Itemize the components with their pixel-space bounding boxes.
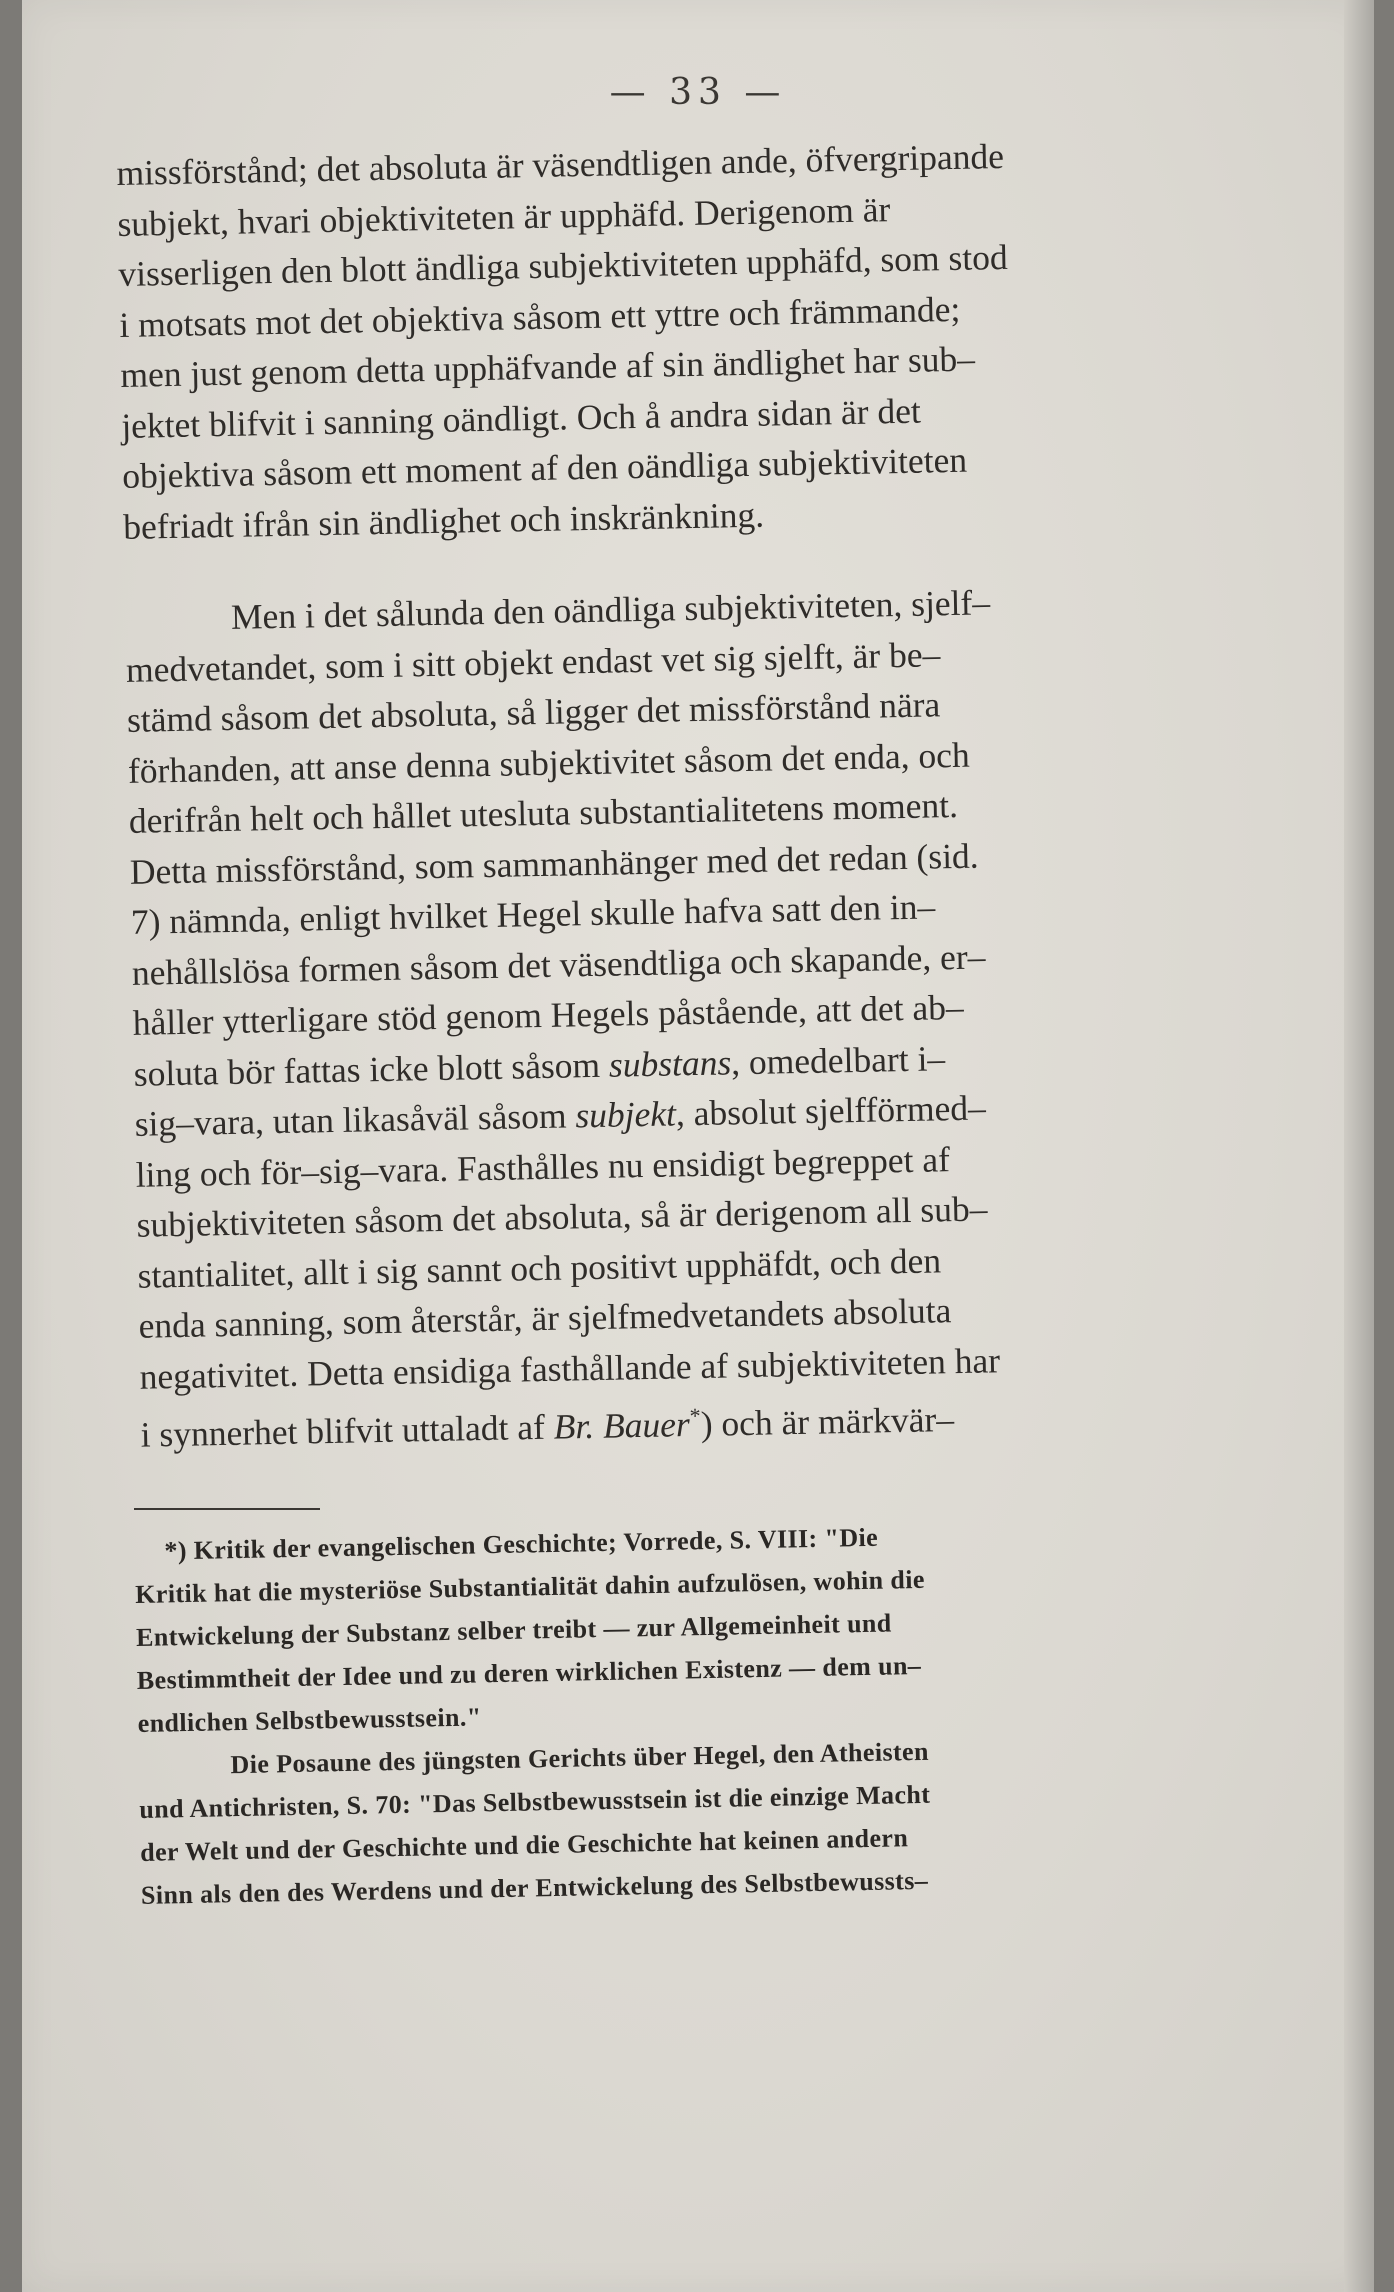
footnote-marker: * [689, 1403, 701, 1429]
footnote-line: endlichen Selbstbewusstsein." [137, 1702, 482, 1738]
text-line: subjekt, hvari objektiviteten är upphäfd. Derigenom är [117, 188, 891, 244]
page-number-header: — 33 — [609, 72, 787, 113]
paragraph-1 [116, 128, 1174, 552]
footnote-rule [134, 1508, 320, 1510]
text-segment: sig–vara, utan likasåväl såsom [134, 1095, 576, 1144]
text-segment: , absolut sjelfförmed– [675, 1087, 987, 1134]
text-segment: i synnerhet blifvit uttaladt af [140, 1406, 555, 1455]
emphasis-author: Br. Bauer [553, 1404, 691, 1447]
text-line: enda sanning, som återstår, är sjelfmedvetandets absoluta [138, 1290, 952, 1346]
paragraph-2 [125, 574, 1191, 1460]
text-line: men just genom detta upphäfvande af sin ändlighet har sub– [119, 338, 976, 395]
text-line: negativitet. Detta ensidiga fasthållande af subjektiviteten har [139, 1339, 1001, 1397]
text-line: objektiva såsom ett moment af den oändliga subjektiviteten [121, 439, 968, 496]
footnote-line: Sinn als den des Werdens und der Entwickelung des Selbstbewussts– [140, 1865, 929, 1910]
footnote [134, 1510, 1203, 1917]
footnote-line: Bestimmtheit der Idee und zu deren wirklichen Existenz — dem un– [136, 1650, 922, 1695]
text-segment: soluta bör fattas icke blott såsom [133, 1044, 610, 1094]
text-line: Men i det sålunda den oändliga subjektiviteten, sjelf– [230, 582, 991, 637]
text-segment: , omedelbart i– [730, 1037, 946, 1082]
text-line: befriadt ifrån sin ändlighet och inskränkning. [122, 494, 765, 547]
text-line: håller ytterligare stöd genom Hegels påstående, att det ab– [132, 986, 965, 1043]
footnote-paragraph-1 [134, 1510, 1200, 1745]
text-line: ling och för–sig–vara. Fasthålles nu ensidigt begreppet af [135, 1138, 951, 1195]
footnote-line: und Antichristen, S. 70: "Das Selbstbewusstsein ist die einzige Macht [139, 1779, 931, 1824]
page-gutter-shadow [1344, 0, 1374, 2292]
footnote-line: Die Posaune des jüngsten Gerichts über Hegel, den Atheisten [230, 1736, 930, 1780]
text-line: visserligen den blott ändliga subjektiviteten upphäfd, som stod [118, 236, 1008, 294]
text-line: Detta missförstånd, som sammanhänger med det redan (sid. [129, 835, 979, 892]
text-line: nehållslösa formen såsom det väsendtliga och skapande, er– [131, 935, 986, 993]
footnote-line: Entwickelung der Substanz selber treibt — zur Allgemeinheit und [135, 1608, 892, 1652]
footnote-paragraph-2 [138, 1725, 1203, 1917]
main-text [116, 128, 1191, 1460]
footnote-line: *) Kritik der evangelischen Geschichte; Vorrede, S. VIII: "Die [164, 1522, 879, 1566]
text-line: stämd såsom det absoluta, så ligger det missförstånd nära [126, 684, 941, 740]
text-line: förhanden, att anse denna subjektivitet såsom det enda, och [127, 734, 971, 791]
text-line: subjektiviteten såsom det absoluta, så är derigenom all sub– [136, 1188, 988, 1245]
footnote-line: der Welt und der Geschichte und die Geschichte hat keinen andern [139, 1823, 909, 1867]
emphasis-subjekt: subjekt [574, 1093, 677, 1136]
text-line: medvetandet, som i sitt objekt endast vet sig sjelft, är be– [125, 633, 941, 690]
text-line: missförstånd; det absoluta är väsendtligen ande, öfvergripande [116, 135, 1005, 193]
text-line: stantialitet, allt i sig sannt och positivt upphäfdt, och den [137, 1239, 942, 1296]
footnote-line: Kritik hat die mysteriöse Substantialität dahin aufzulösen, wohin die [134, 1564, 926, 1609]
emphasis-substans: substans [608, 1041, 732, 1085]
text-line: 7) nämnda, enligt hvilket Hegel skulle hafva satt den in– [130, 886, 936, 942]
text-line: derifrån helt och hållet utesluta substantialitetens moment. [128, 784, 959, 841]
text-line: i motsats mot det objektiva såsom ett yttre och främmande; [119, 288, 961, 345]
text-line: jektet blifvit i sanning oändligt. Och å andra sidan är det [120, 390, 922, 446]
text-segment: ) och är märkvär– [700, 1398, 955, 1444]
book-page [22, 0, 1374, 2292]
